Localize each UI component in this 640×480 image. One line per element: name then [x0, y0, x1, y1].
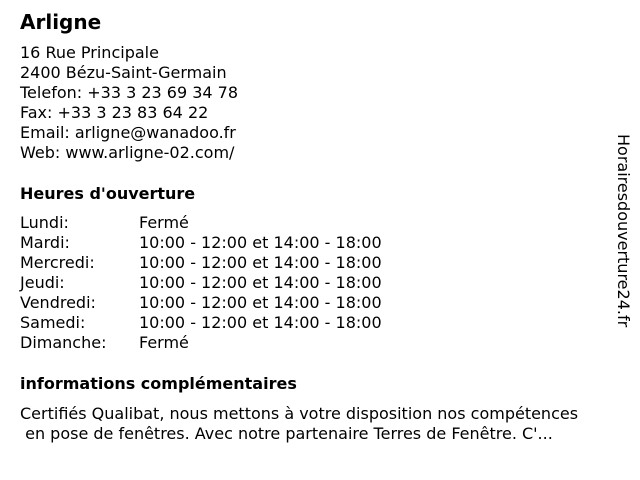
day-label: Jeudi: [20, 273, 65, 292]
day-label: Mardi: [20, 233, 70, 252]
website: Web: www.arligne-02.com/ [20, 143, 235, 162]
info-heading: informations complémentaires [20, 374, 297, 393]
info-description: Certifiés Qualibat, nous mettons à votre disposition nos compétences en pose de fenêtres. Avec notre partenaire Terres de Fenêtre. C'... [20, 404, 579, 443]
time-value: 10:00 - 12:00 et 14:00 - 18:00 [139, 233, 382, 252]
business-name: Arligne [20, 10, 102, 34]
time-value: 10:00 - 12:00 et 14:00 - 18:00 [139, 253, 382, 272]
day-label: Vendredi: [20, 293, 96, 312]
time-value: 10:00 - 12:00 et 14:00 - 18:00 [139, 293, 382, 312]
day-label: Mercredi: [20, 253, 95, 272]
time-value: 10:00 - 12:00 et 14:00 - 18:00 [139, 313, 382, 332]
time-value: Fermé [139, 333, 189, 352]
phone-number: Telefon: +33 3 23 69 34 78 [20, 83, 239, 102]
fax-number: Fax: +33 3 23 83 64 22 [20, 103, 209, 122]
day-label: Dimanche: [20, 333, 107, 352]
address-line-city: 2400 Bézu-Saint-Germain [20, 63, 227, 82]
day-label: Lundi: [20, 213, 69, 232]
hours-heading: Heures d'ouverture [20, 184, 196, 203]
time-value: Fermé [139, 213, 189, 232]
side-brand-watermark: Horairesdouverture24.fr [614, 134, 633, 328]
time-value: 10:00 - 12:00 et 14:00 - 18:00 [139, 273, 382, 292]
day-label: Samedi: [20, 313, 86, 332]
address-line-street: 16 Rue Principale [20, 43, 159, 62]
email-address: Email: arligne@wanadoo.fr [20, 123, 236, 142]
contact-block [20, 43, 238, 163]
